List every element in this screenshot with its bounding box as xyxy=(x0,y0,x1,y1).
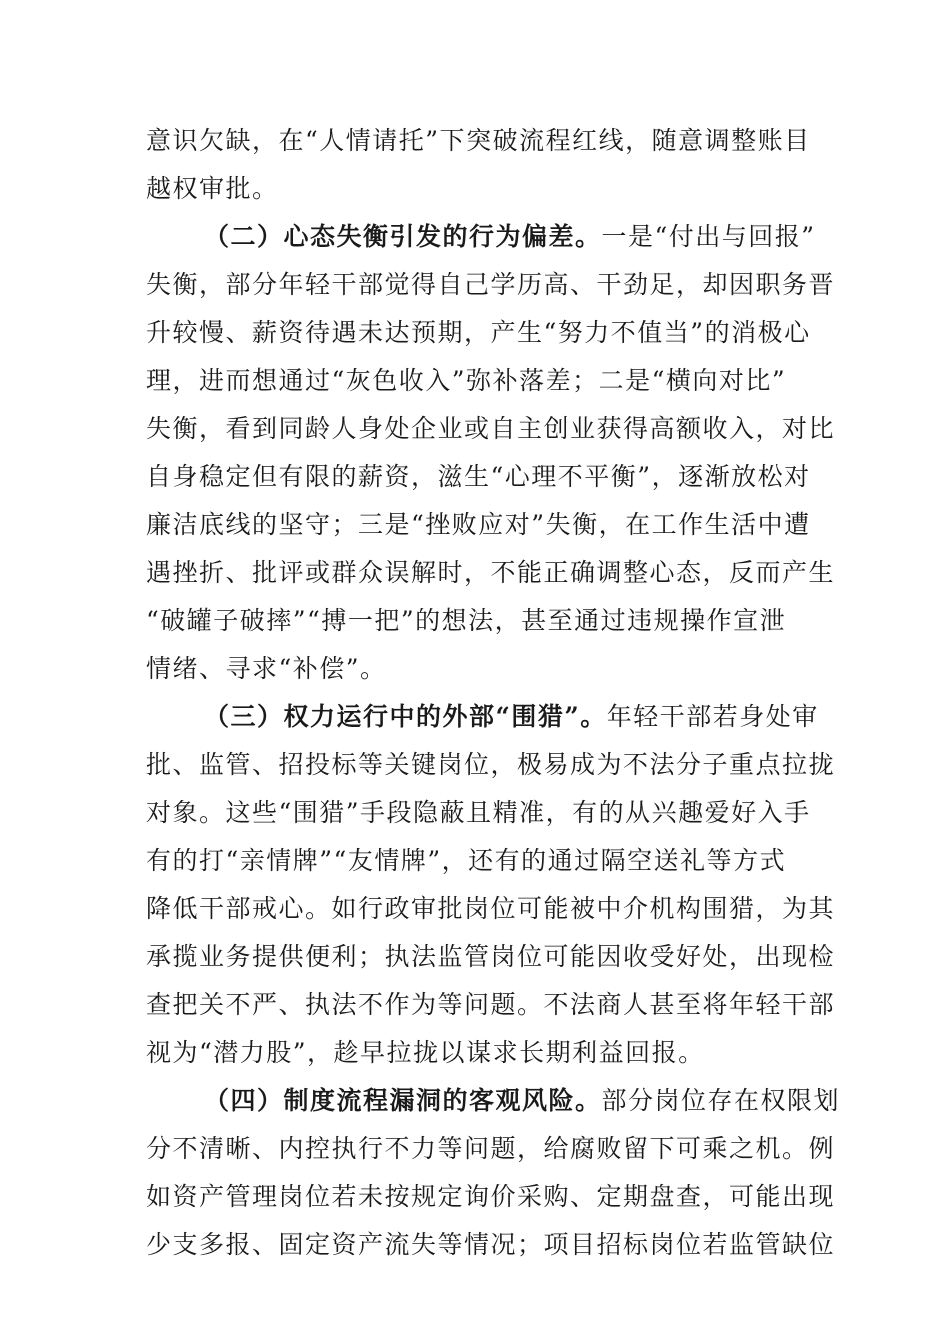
text-line: 遇挫折、批评或群众误解时，不能正确调整心态，反而产生 xyxy=(146,558,836,587)
section-heading: （四）制度流程漏洞的客观风险。 xyxy=(204,1086,602,1115)
body-text xyxy=(146,117,841,1269)
section-heading: （三）权力运行中的外部“围猎”。 xyxy=(204,702,607,731)
text-line: 如资产管理岗位若未按规定询价采购、定期盘查，可能出现 xyxy=(146,1182,836,1211)
text-line: 理，进而想通过“灰色收入”弥补落差；二是“横向对比” xyxy=(146,366,787,395)
text-line: 失衡，部分年轻干部觉得自己学历高、干劲足，却因职务晋 xyxy=(146,270,836,299)
text-line: 有的打“亲情牌”“友情牌”，还有的通过隔空送礼等方式 xyxy=(146,846,787,875)
text-line: “破罐子破摔”“搏一把”的想法，甚至通过违规操作宣泄 xyxy=(146,606,787,635)
text-line: 承揽业务提供便利；执法监管岗位可能因收受好处，出现检 xyxy=(146,942,836,971)
text-line: 情绪、寻求“补偿”。 xyxy=(146,654,387,683)
text-run: 部分岗位存在权限划 xyxy=(601,1086,841,1115)
section-line xyxy=(146,1077,841,1125)
text-line: 廉洁底线的坚守；三是“挫败应对”失衡，在工作生活中遭 xyxy=(146,510,811,539)
text-line: 意识欠缺，在“人情请托”下突破流程红线，随意调整账目 xyxy=(146,126,811,155)
text-line: 越权审批。 xyxy=(146,174,279,203)
text-line: 升较慢、薪资待遇未达预期，产生“努力不值当”的消极心 xyxy=(146,318,811,347)
text-line: 批、监管、招投标等关键岗位，极易成为不法分子重点拉拢 xyxy=(146,750,836,779)
section-heading: （二）心态失衡引发的行为偏差。 xyxy=(204,222,602,251)
text-line: 查把关不严、执法不作为等问题。不法商人甚至将年轻干部 xyxy=(146,990,836,1019)
text-line: 自身稳定但有限的薪资，滋生“心理不平衡”，逐渐放松对 xyxy=(146,462,811,491)
text-line: 对象。这些“围猎”手段隐蔽且精准，有的从兴趣爱好入手 xyxy=(146,798,811,827)
text-run: 年轻干部若身处审 xyxy=(606,702,819,731)
section-line xyxy=(146,693,819,741)
text-line: 降低干部戒心。如行政审批岗位可能被中介机构围猎，为其 xyxy=(146,894,836,923)
text-line: 分不清晰、内控执行不力等问题，给腐败留下可乘之机。例 xyxy=(146,1134,836,1163)
text-run: 一是“付出与回报” xyxy=(601,222,816,251)
text-line: 少支多报、固定资产流失等情况；项目招标岗位若监管缺位 xyxy=(146,1230,836,1259)
section-line xyxy=(146,213,816,261)
text-line: 失衡，看到同龄人身处企业或自主创业获得高额收入，对比 xyxy=(146,414,836,443)
text-line: 视为“潜力股”，趁早拉拢以谋求长期利益回报。 xyxy=(146,1038,705,1067)
